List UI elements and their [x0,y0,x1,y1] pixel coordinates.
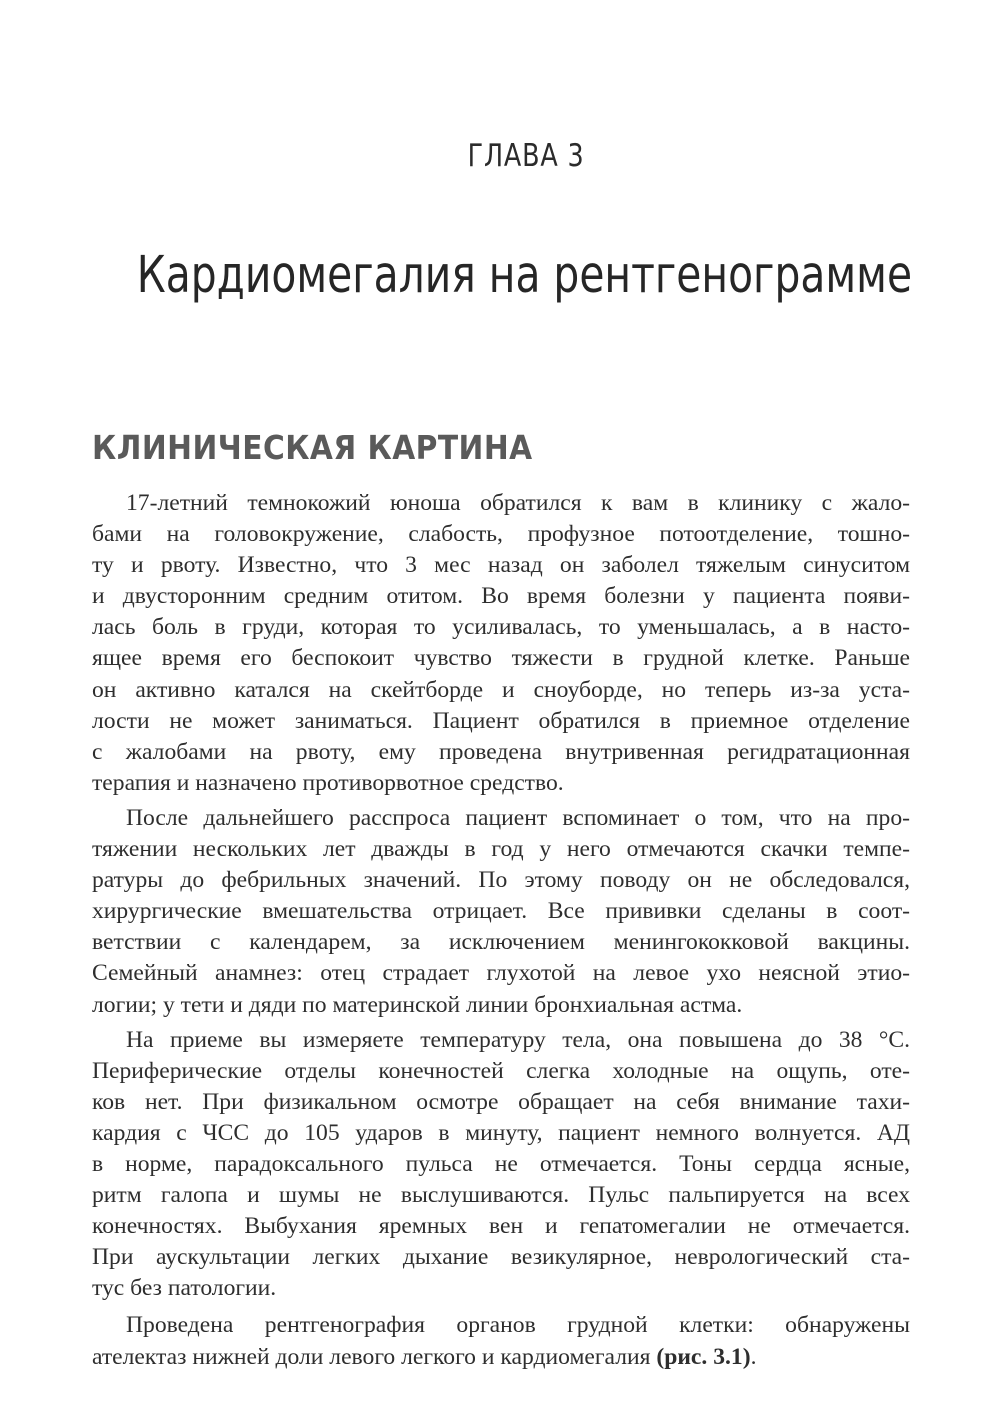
paragraph [92,803,910,1021]
paragraph [92,1310,910,1372]
body-text [92,488,910,1373]
text-line: логии; у тети и дяди по материнской линии бронхиальная астма. [92,991,743,1018]
sentence-end: . [750,1343,757,1370]
text-line: При аускультации легких дыхание везикулярное, неврологический ста- [92,1244,910,1271]
text-line: Периферические отделы конечностей слегка холодные на ощупь, оте- [92,1057,910,1084]
text-line: лась боль в груди, которая то усиливалась, то уменьшалась, а в насто- [92,614,910,641]
text-line: ратуры до фебрильных значений. По этому поводу он не обследовался, [92,867,910,894]
text-line: бами на головокружение, слабость, профузное потоотделение, тошно- [92,521,910,548]
section-heading: КЛИНИЧЕСКАЯ КАРТИНА [92,428,533,467]
text-line: На приеме вы измеряете температуру тела, она повышена до 38 °С. [126,1026,910,1053]
text-line: конечностях. Выбухания яремных вен и гепатомегалии не отмечается. [92,1213,910,1240]
figure-reference-link[interactable]: (рис. 3.1) [656,1343,751,1370]
text-line: 17-летний темнокожий юноша обратился к вам в клинику с жало- [126,490,910,516]
text-line: ветствии с календарем, за исключением менингококковой вакцины. [92,929,910,956]
text-line: тяжении нескольких лет дважды в год у него отмечаются скачки темпе- [92,836,910,863]
text-line: После дальнейшего расспроса пациент вспоминает о том, что на про- [126,804,910,831]
text-line: лости не может заниматься. Пациент обратился в приемное отделение [92,707,910,734]
text-line: ящее время его беспокоит чувство тяжести в грудной клетке. Раньше [92,645,910,672]
text-line: с жалобами на рвоту, ему проведена внутривенная регидратационная [92,738,910,765]
paragraph [92,1025,910,1305]
text-line-segment: ателектаз нижней доли левого легкого и кардиомегалия [92,1343,657,1370]
text-line: и двусторонним средним отитом. Во время болезни у пациента появи- [92,583,910,610]
text-line: тус без патологии. [92,1275,277,1302]
text-line: Проведена рентгенография органов грудной клетки: обнаружены [126,1312,910,1339]
text-line: он активно катался на скейтборде и сноуборде, но теперь из-за уста- [92,676,910,703]
text-line: ту и рвоту. Известно, что 3 мес назад он заболел тяжелым синуситом [92,552,910,579]
text-line: ков нет. При физикальном осмотре обращает на себя внимание тахи- [92,1088,910,1115]
chapter-label: ГЛАВА 3 [467,138,585,174]
text-line: в норме, парадоксального пульса не отмечается. Тоны сердца ясные, [92,1150,910,1177]
text-line: ритм галопа и шумы не выслушиваются. Пульс пальпируется на всех [92,1182,910,1209]
text-line [92,1342,910,1373]
text-line: терапия и назначено противорвотное средство. [92,769,564,796]
paragraph [92,488,910,799]
text-line: кардия с ЧСС до 105 ударов в минуту, пациент немного волнуется. АД [92,1119,910,1146]
text-line: хирургические вмешательства отрицает. Все прививки сделаны в соот- [92,898,910,925]
chapter-title: Кардиомегалия на рентгенограмме [136,246,913,305]
text-line: Семейный анамнез: отец страдает глухотой на левое ухо неясной этио- [92,960,910,987]
